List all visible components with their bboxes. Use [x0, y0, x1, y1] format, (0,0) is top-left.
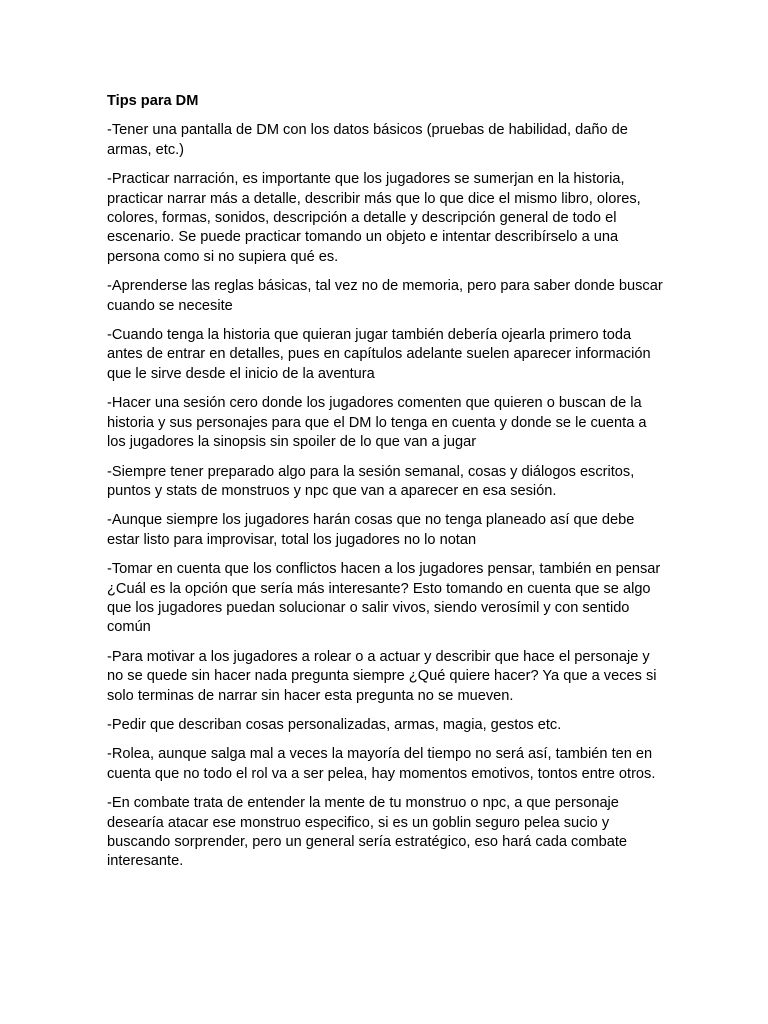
paragraph: -Practicar narración, es importante que los jugadores se sumerjan en la historia, practicar narrar más a detalle, describir más que lo que dice el mismo libro, olores, colores, formas, sonidos, descripción a detalle y descripción general de todo el escenario. Se puede practicar tomando un objeto e intentar describírselo a una persona como si no supiera qué es. — [107, 171, 641, 265]
document-title: Tips para DM — [107, 93, 199, 109]
paragraph: -Aprenderse las reglas básicas, tal vez no de memoria, pero para saber donde buscar cuando se necesite — [107, 278, 663, 314]
paragraph: -Aunque siempre los jugadores harán cosas que no tenga planeado así que debe estar listo para improvisar, total los jugadores no lo notan — [107, 512, 635, 548]
paragraph: -Pedir que describan cosas personalizadas, armas, magia, gestos etc. — [107, 716, 562, 733]
paragraph: -Tener una pantalla de DM con los datos básicos (pruebas de habilidad, daño de armas, etc.) — [107, 122, 628, 158]
paragraph: -Cuando tenga la historia que quieran jugar también debería ojearla primero toda antes de entrar en detalles, pues en capítulos adelante suelen aparecer información que le sirve desde el inicio de la aventura — [107, 327, 651, 382]
document-page — [107, 92, 663, 882]
paragraph: -Rolea, aunque salga mal a veces la mayoría del tiempo no será así, también ten en cuenta que no todo el rol va a ser pelea, hay momentos emotivos, tontos entre otros. — [107, 746, 656, 782]
paragraph: -Siempre tener preparado algo para la sesión semanal, cosas y diálogos escritos, puntos y stats de monstruos y npc que van a aparecer en esa sesión. — [107, 463, 635, 499]
paragraph: -Tomar en cuenta que los conflictos hacen a los jugadores pensar, también en pensar ¿Cuál es la opción que sería más interesante? Esto tomando en cuenta que se algo que los jugadores puedan solucionar o salir vivos, siendo verosímil y con sentido común — [107, 561, 661, 636]
paragraph: -Para motivar a los jugadores a rolear o a actuar y describir que hace el personaje y no se quede sin hacer nada pregunta siempre ¿Qué quiere hacer? Ya que a veces si solo terminas de narrar sin hacer esta pregunta no se mueven. — [107, 648, 657, 704]
paragraph: -En combate trata de entender la mente de tu monstruo o npc, a que personaje desearía atacar ese monstruo especifico, si es un goblin seguro pelea sucio y buscando sorprender, pero un general sería estratégico, eso hará cada combate interesante. — [107, 795, 628, 870]
paragraph: -Hacer una sesión cero donde los jugadores comenten que quieren o buscan de la historia y sus personajes para que el DM lo tenga en cuenta y donde se le cuenta a los jugadores la sinopsis sin spoiler de lo que van a jugar — [107, 395, 647, 451]
